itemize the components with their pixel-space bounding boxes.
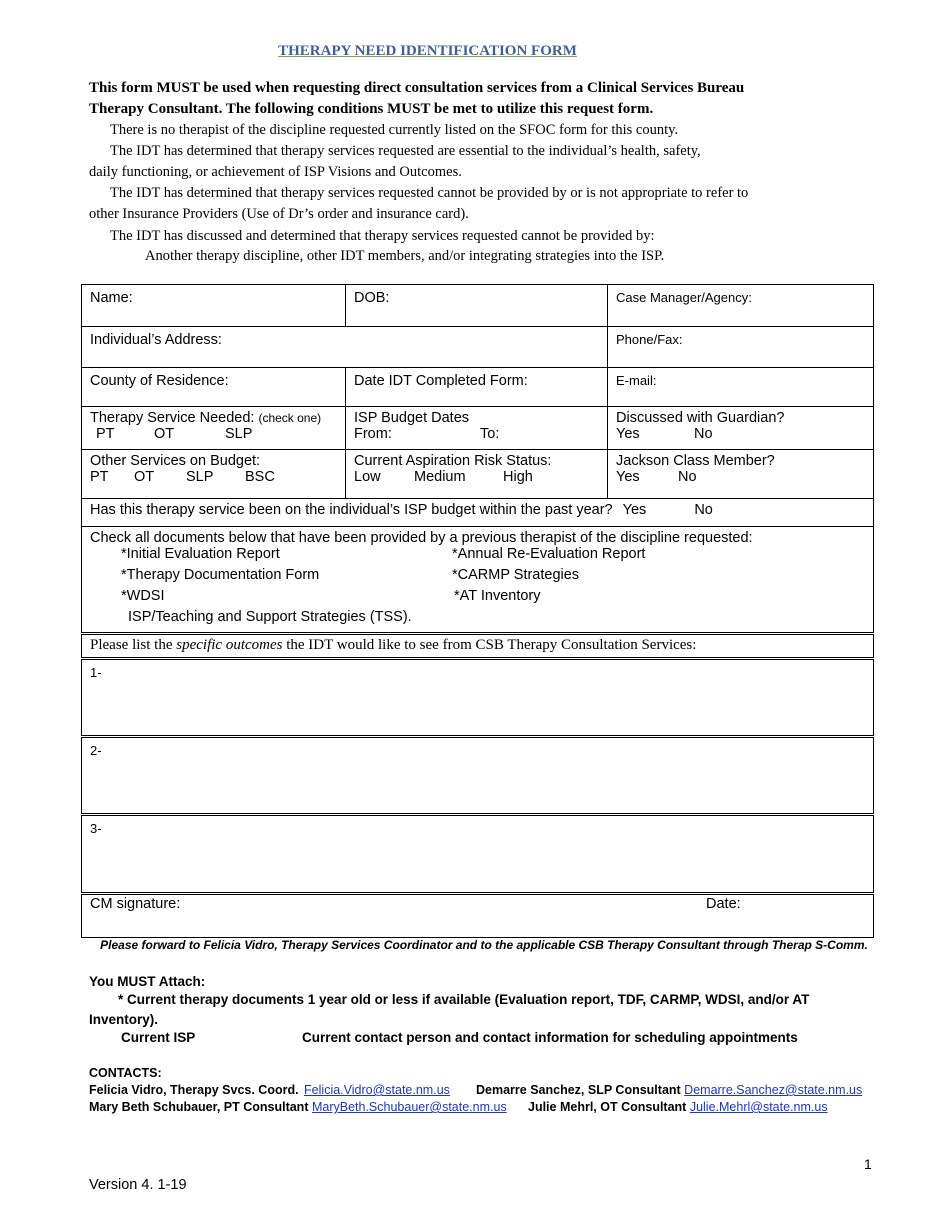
check-one-note: (check one) bbox=[258, 411, 322, 425]
name-label: Name: bbox=[90, 290, 133, 306]
attach-item-documents-cont: Inventory). bbox=[89, 1012, 159, 1027]
case-manager-label: Case Manager/Agency: bbox=[616, 290, 752, 305]
contact-demarre-sanchez bbox=[476, 1083, 862, 1097]
risk-low[interactable]: Low bbox=[354, 469, 381, 485]
contact-felicia-name: Felicia Vidro, Therapy Svcs. Coord. bbox=[89, 1083, 299, 1097]
contact-julie-mehrl bbox=[528, 1100, 828, 1114]
other-services-label: Other Services on Budget: bbox=[90, 453, 261, 469]
contact-mary-beth-schubauer bbox=[89, 1100, 507, 1114]
email-field[interactable] bbox=[608, 368, 874, 407]
forward-note: Please forward to Felicia Vidro, Therapy Services Coordinator and to the applicable CSB Therapy Consultant through Therap S-Comm. bbox=[100, 938, 868, 952]
doc-at-inventory[interactable]: *AT Inventory bbox=[454, 588, 541, 604]
request-form-table bbox=[81, 284, 874, 938]
guardian-yes[interactable]: Yes bbox=[616, 426, 640, 442]
outcome-2-label: 2- bbox=[90, 743, 102, 758]
outcomes-prompt: Please list the specific outcomes the IDT would like to see from CSB Therapy Consultation Services: bbox=[82, 634, 874, 659]
date-idt-field[interactable] bbox=[346, 368, 608, 407]
outcome-1-field[interactable] bbox=[82, 659, 874, 737]
condition-4-sub: Another therapy discipline, other IDT members, and/or integrating strategies into the ISP. bbox=[145, 248, 665, 264]
doc-initial-evaluation[interactable]: *Initial Evaluation Report bbox=[121, 546, 280, 562]
contact-julie-email[interactable]: Julie.Mehrl@state.nm.us bbox=[689, 1100, 828, 1114]
address-field[interactable] bbox=[82, 327, 608, 368]
other-option-slp[interactable]: SLP bbox=[186, 469, 214, 485]
aspiration-label: Current Aspiration Risk Status: bbox=[354, 453, 552, 469]
condition-2-line-2: daily functioning, or achievement of ISP Visions and Outcomes. bbox=[89, 164, 462, 180]
condition-2-line-1: The IDT has determined that therapy services requested are essential to the individual’s health, safety, bbox=[110, 143, 701, 159]
jackson-label: Jackson Class Member? bbox=[616, 453, 775, 469]
intro-bold-line-1: This form MUST be used when requesting direct consultation services from a Clinical Services Bureau bbox=[89, 80, 745, 96]
email-label: E-mail: bbox=[616, 373, 657, 388]
contact-demarre-email[interactable]: Demarre.Sanchez@state.nm.us bbox=[684, 1083, 863, 1097]
county-field[interactable] bbox=[82, 368, 346, 407]
contact-felicia-email[interactable]: Felicia.Vidro@state.nm.us bbox=[304, 1083, 450, 1097]
risk-high[interactable]: High bbox=[503, 469, 533, 485]
outcome-3-label: 3- bbox=[90, 821, 102, 836]
county-label: County of Residence: bbox=[90, 373, 229, 389]
form-title: THERAPY NEED IDENTIFICATION FORM bbox=[278, 43, 577, 59]
attach-item-isp: Current ISP bbox=[121, 1030, 196, 1045]
therapy-option-pt[interactable]: PT bbox=[96, 426, 115, 442]
guardian-label: Discussed with Guardian? bbox=[616, 410, 785, 426]
page-number: 1 bbox=[864, 1156, 872, 1172]
contact-marybeth-name: Mary Beth Schubauer, PT Consultant bbox=[89, 1100, 309, 1114]
doc-therapy-documentation[interactable]: *Therapy Documentation Form bbox=[121, 567, 320, 583]
dob-field[interactable] bbox=[346, 285, 608, 327]
doc-carmp-strategies[interactable]: *CARMP Strategies bbox=[452, 567, 580, 583]
contact-demarre-name: Demarre Sanchez, SLP Consultant bbox=[476, 1083, 681, 1097]
past-year-yes[interactable]: Yes bbox=[622, 502, 647, 518]
therapy-option-slp[interactable]: SLP bbox=[225, 426, 253, 442]
jackson-no[interactable]: No bbox=[678, 469, 697, 485]
past-year-no[interactable]: No bbox=[694, 502, 713, 518]
date-idt-label: Date IDT Completed Form: bbox=[354, 373, 528, 389]
contacts-heading: CONTACTS: bbox=[89, 1066, 162, 1080]
attach-heading: You MUST Attach: bbox=[89, 974, 206, 989]
version-label: Version 4. 1-19 bbox=[89, 1177, 187, 1193]
past-year-question: Has this therapy service been on the individual’s ISP budget within the past year? bbox=[90, 502, 613, 518]
doc-annual-re-evaluation[interactable]: *Annual Re-Evaluation Report bbox=[452, 546, 646, 562]
condition-1: There is no therapist of the discipline requested currently listed on the SFOC form for this county. bbox=[110, 122, 679, 138]
guardian-no[interactable]: No bbox=[694, 426, 713, 442]
from-field[interactable]: From: bbox=[354, 426, 392, 442]
attach-item-contact: Current contact person and contact information for scheduling appointments bbox=[302, 1030, 798, 1045]
contact-marybeth-email[interactable]: MaryBeth.Schubauer@state.nm.us bbox=[311, 1100, 507, 1114]
doc-wdsi[interactable]: *WDSI bbox=[121, 588, 165, 604]
condition-3-line-1: The IDT has determined that therapy services requested cannot be provided by or is not appropriate to refer to bbox=[110, 185, 749, 201]
check-all-documents: Check all documents below that have been provided by a previous therapist of the discipline requested: bbox=[90, 530, 753, 546]
risk-medium[interactable]: Medium bbox=[414, 469, 466, 485]
cm-signature-field[interactable]: CM signature: bbox=[90, 896, 181, 912]
signature-date-field[interactable]: Date: bbox=[706, 896, 741, 912]
contact-felicia-vidro bbox=[89, 1083, 450, 1097]
jackson-yes[interactable]: Yes bbox=[616, 469, 640, 485]
dob-label: DOB: bbox=[354, 290, 390, 306]
other-option-pt[interactable]: PT bbox=[90, 469, 109, 485]
contact-julie-name: Julie Mehrl, OT Consultant bbox=[528, 1100, 687, 1114]
to-field[interactable]: To: bbox=[480, 426, 500, 442]
attach-item-documents: * Current therapy documents 1 year old or less if available (Evaluation report, TDF, CARMP, WDSI, and/or AT bbox=[118, 992, 810, 1007]
isp-budget-label: ISP Budget Dates bbox=[354, 410, 470, 426]
other-option-bsc[interactable]: BSC bbox=[245, 469, 275, 485]
address-label: Individual’s Address: bbox=[90, 332, 222, 348]
outcome-3-field[interactable] bbox=[82, 815, 874, 894]
condition-4: The IDT has discussed and determined that therapy services requested cannot be provided by: bbox=[110, 228, 655, 244]
other-option-ot[interactable]: OT bbox=[134, 469, 155, 485]
name-field[interactable] bbox=[82, 285, 346, 327]
therapy-option-ot[interactable]: OT bbox=[154, 426, 175, 442]
condition-3-line-2: other Insurance Providers (Use of Dr’s order and insurance card). bbox=[89, 206, 469, 222]
case-manager-field[interactable] bbox=[608, 285, 874, 327]
outcome-1-label: 1- bbox=[90, 665, 102, 680]
doc-isp-tss[interactable]: ISP/Teaching and Support Strategies (TSS). bbox=[128, 609, 412, 625]
therapy-needed-label: Therapy Service Needed: bbox=[90, 410, 259, 426]
phone-label: Phone/Fax: bbox=[616, 332, 683, 347]
intro-bold-line-2: Therapy Consultant. The following conditions MUST be met to utilize this request form. bbox=[89, 101, 654, 117]
outcome-2-field[interactable] bbox=[82, 737, 874, 815]
phone-field[interactable] bbox=[608, 327, 874, 368]
